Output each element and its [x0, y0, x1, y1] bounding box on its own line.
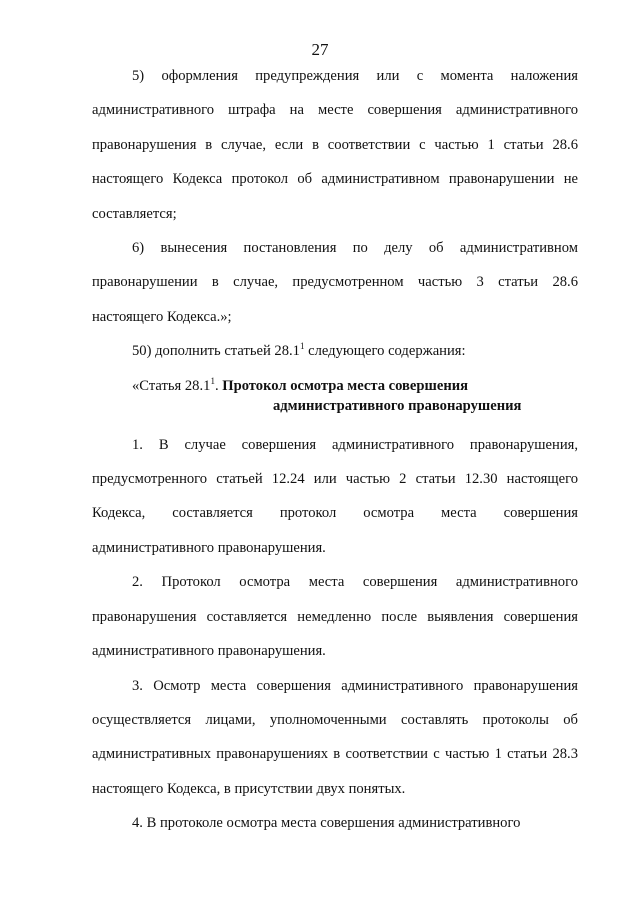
paragraph-clause-1: 1. В случае совершения административного правонарушения, предусмотренного статьей 12.24 или частью 2 статьи 12.30 настоящего Кодекса, составляется протокол осмотра места совершения административного правонарушения.: [92, 436, 578, 556]
article-heading: [92, 369, 578, 428]
paragraph-amendment-50: [92, 334, 578, 368]
paragraph-clause-3: 3. Осмотр места совершения административного правонарушения осуществляется лицами, уполномоченными составлять протоколы об административных правонарушениях в соответствии с частью 1 статьи 28.3 настоящего Кодекса, в присутствии двух понятых.: [92, 677, 578, 797]
article-title-line-2: административного правонарушения: [273, 397, 522, 414]
page-number: 27: [311, 40, 329, 59]
article-title-line-1: Протокол осмотра места совершения: [222, 377, 469, 394]
article-dot: .: [214, 377, 223, 394]
amendment-text-end: следующего содержания:: [304, 343, 466, 360]
article-prefix: «Статья 28.1: [132, 377, 211, 394]
amendment-superscript: 1: [299, 341, 305, 352]
paragraph-clause-2: 2. Протокол осмотра места совершения административного правонарушения составляется немедленно после выявления совершения административного правонарушения.: [92, 574, 578, 660]
document-body: [92, 59, 578, 841]
paragraph-item-5: 5) оформления предупреждения или с момента наложения административного штрафа на месте совершения административного правонарушения в случае, если в соответствии с частью 1 статьи 28.6 настоящего Кодекса протокол об административном правонарушении не составляется;: [92, 68, 578, 222]
amendment-text-start: 50) дополнить статьей 28.1: [132, 343, 300, 360]
paragraph-clause-4: 4. В протоколе осмотра места совершения административного: [132, 815, 521, 832]
paragraph-item-6: 6) вынесения постановления по делу об административном правонарушении в случае, предусмотренном частью 3 статьи 28.6 настоящего Кодекса.»;: [92, 240, 578, 325]
article-superscript: 1: [210, 375, 215, 386]
